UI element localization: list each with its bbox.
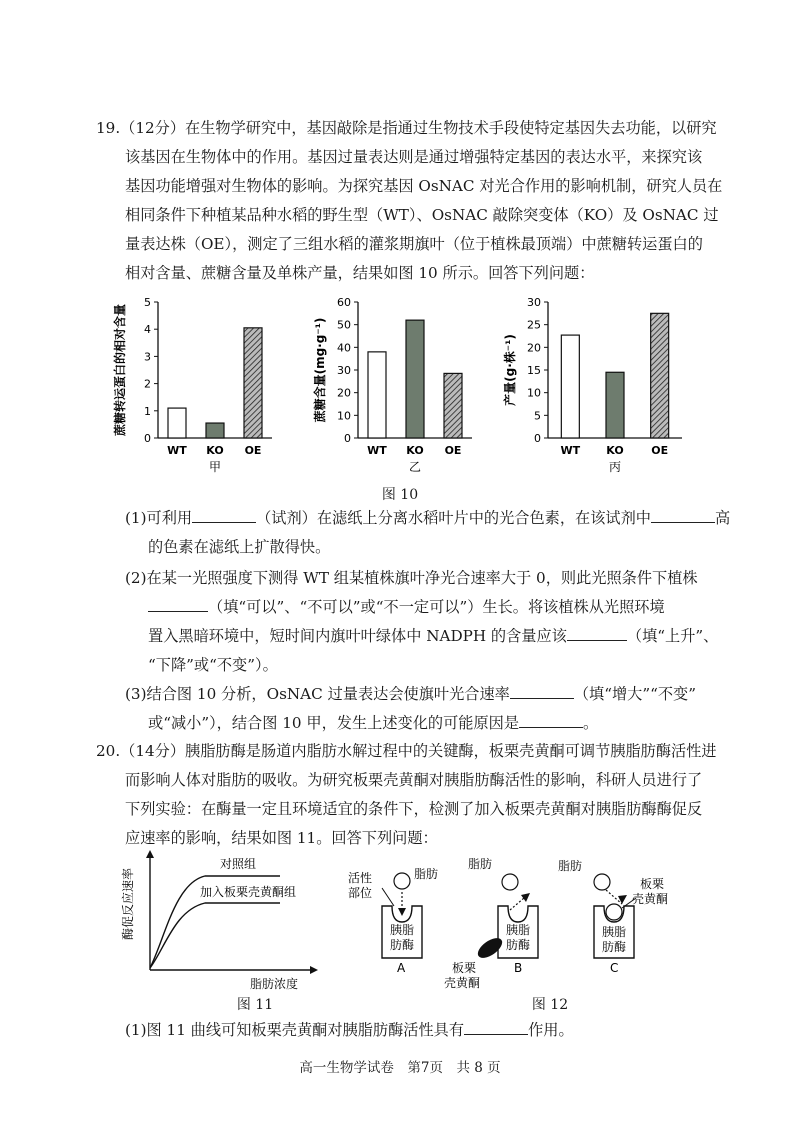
- y-tick-label: 5: [534, 409, 541, 423]
- q19-sub3-line1: [125, 684, 696, 704]
- x-tick-label: KO: [606, 444, 624, 457]
- figure-11-curve: [120, 848, 320, 993]
- arrow-head-c-icon: [618, 895, 627, 904]
- q19-sub1-line2: 的色素在滤纸上扩散得快。: [148, 538, 331, 556]
- q20-sub1-text-a: (1)图 11 曲线可知板栗壳黄酮对胰脂肪酶活性具有: [125, 1021, 465, 1039]
- q19-sub3-text-c: 或“减小”），结合图 10 甲，发生上述变化的可能原因是: [148, 714, 520, 732]
- y-tick-label: 20: [527, 341, 541, 355]
- label-b: B: [514, 961, 523, 975]
- bar-wt: [368, 352, 386, 438]
- label-a: A: [397, 961, 406, 975]
- arrow-head-b-icon: [521, 893, 530, 902]
- q19-sub1-text-b: （试剂）在滤纸上分离水稻叶片中的光合色素，在该试剂中: [256, 509, 651, 527]
- enzyme-c-label-1: 胰脂: [602, 925, 627, 939]
- curve-label-flavone: 加入板栗壳黄酮组: [200, 885, 297, 899]
- q19-sub2-line3: [148, 626, 718, 646]
- q19-sub3-text-d: 。: [583, 714, 599, 732]
- q19-sub2-text-b: （填“可以”、“不可以”或“不一定可以”）生长。将该植株从光照环境: [208, 598, 665, 616]
- q19-sub2-line2: [148, 597, 665, 617]
- fat-molecule-c: [594, 874, 610, 890]
- flavone-molecule-c: [606, 904, 622, 920]
- page-footer: 高一生物学试卷 第7页 共 8 页: [299, 1060, 501, 1076]
- q19-line-5: 量表达株（OE），测定了三组水稻的灌浆期旗叶（位于植株最顶端）中蔗糖转运蛋白的: [125, 235, 703, 253]
- bar-chart-bing: [500, 290, 690, 490]
- q19-sub2-text-d: （填“上升”、: [626, 627, 719, 645]
- x-tick-label: OE: [651, 444, 669, 457]
- y-tick-label: 60: [337, 296, 351, 309]
- y-axis-label: 蔗糖转运蛋白的相对含量: [113, 303, 127, 437]
- figure-12-caption: 图 12: [531, 997, 569, 1013]
- q20-line-4: 应速率的影响，结果如图 11。回答下列问题：: [125, 829, 438, 847]
- flavone-label-c-2: 壳黄酮: [632, 892, 669, 906]
- y-tick-label: 50: [337, 318, 351, 332]
- flavone-label-b-2: 壳黄酮: [444, 976, 481, 990]
- y-axis-arrow-icon: [146, 850, 154, 858]
- q20-sub1: [125, 1020, 574, 1040]
- x-tick-label: OE: [244, 444, 262, 457]
- curve-label-control: 对照组: [220, 857, 257, 871]
- active-site-label-1: 活性: [348, 871, 373, 885]
- y-tick-label: 10: [337, 409, 351, 423]
- figure-11-caption: 图 11: [236, 997, 274, 1013]
- fat-molecule-b: [502, 874, 518, 890]
- q19-sub3-text-a: (3)结合图 10 分析，OsNAC 过量表达会使旗叶光合速率: [125, 685, 510, 703]
- q19-line-4: 相同条件下种植某品种水稻的野生型（WT）、OsNAC 敲除突变体（KO）及 OsNAC 过: [125, 206, 719, 224]
- y-tick-label: 30: [527, 296, 541, 309]
- bar-wt: [561, 335, 579, 438]
- y-tick-label: 25: [527, 318, 541, 332]
- q19-line-3: 基因功能增强对生物体的影响。为探究基因 OsNAC 对光合作用的影响机制，研究人员在: [125, 177, 723, 195]
- answer-blank-4[interactable]: [567, 626, 627, 641]
- q19-line-6: 相对含量、蔗糖含量及单株产量，结果如图 10 所示。回答下列问题：: [125, 264, 595, 282]
- q19-line-1: 19.（12分）在生物学研究中，基因敲除是指通过生物技术手段使特定基因失去功能，以研究: [96, 119, 717, 137]
- bar-oe: [244, 328, 262, 438]
- q19-sub3-text-b: （填“增大”“不变”: [573, 685, 697, 703]
- y-tick-label: 20: [337, 386, 351, 400]
- q20-line-3: 下列实验：在酶量一定且环境适宜的条件下，检测了加入板栗壳黄酮对胰脂肪酶酶促反: [125, 800, 703, 818]
- y-tick-label: 0: [534, 432, 541, 445]
- bar-oe: [444, 373, 462, 438]
- flavone-label-b-1: 板栗: [452, 961, 477, 975]
- x-tick-label: WT: [167, 444, 187, 457]
- answer-blank-6[interactable]: [519, 713, 583, 728]
- bar-ko: [206, 423, 224, 438]
- q19-sub1: [125, 508, 730, 528]
- q20-line-2: 而影响人体对脂肪的吸收。为研究板栗壳黄酮对胰脂肪酶活性的影响，科研人员进行了: [125, 771, 703, 789]
- y-tick-label: 30: [337, 364, 351, 377]
- fat-molecule-a: [394, 873, 410, 889]
- answer-blank-7[interactable]: [464, 1020, 528, 1035]
- enzyme-a-label-2: 肪酶: [390, 938, 415, 952]
- y-tick-label: 0: [144, 432, 151, 445]
- x-tick-label: WT: [560, 444, 581, 457]
- bar-chart-yi: [310, 290, 480, 490]
- figure-12-mechanism: [340, 848, 680, 998]
- y-axis-label: 产量(g·株⁻¹): [503, 334, 517, 406]
- answer-blank-5[interactable]: [510, 684, 574, 699]
- figure-10-caption: 图 10: [381, 487, 419, 503]
- enzyme-b-label-1: 胰脂: [506, 923, 531, 937]
- y-tick-label: 10: [527, 386, 541, 400]
- q19-sub1-text-a: (1)可利用: [125, 509, 193, 527]
- panel-title: 甲: [208, 460, 222, 474]
- q19-sub2-line1: (2)在某一光照强度下测得 WT 组某植株旗叶净光合速率大于 0，则此光照条件下植株: [125, 569, 698, 587]
- active-site-label-2: 部位: [348, 886, 373, 900]
- q20-sub1-text-b: 作用。: [528, 1021, 574, 1039]
- fat-label-b: 脂肪: [468, 857, 493, 871]
- x-axis-arrow-icon: [310, 966, 318, 974]
- q19-sub1-text-c: 高: [714, 509, 731, 527]
- x-tick-label: KO: [206, 444, 224, 457]
- x-tick-label: OE: [444, 444, 462, 457]
- enzyme-b-label-2: 肪酶: [506, 938, 531, 952]
- flavone-label-c-1: 板栗: [640, 877, 665, 891]
- fig11-xlabel: 脂肪浓度: [250, 977, 299, 991]
- q19-sub2-line4: “下降”或“不变”）。: [148, 656, 278, 674]
- y-tick-label: 15: [527, 364, 541, 377]
- fat-arrow-b: [510, 898, 524, 910]
- x-tick-label: WT: [367, 444, 387, 457]
- enzyme-a-label-1: 胰脂: [390, 923, 415, 937]
- y-tick-label: 1: [144, 404, 151, 418]
- fat-label-c: 脂肪: [558, 859, 583, 873]
- bar-oe: [651, 313, 669, 438]
- y-axis-label: 蔗糖含量(mg·g⁻¹): [313, 317, 327, 423]
- label-c: C: [610, 961, 619, 975]
- q19-sub2-text-c: 置入黑暗环境中，短时间内旗叶叶绿体中 NADPH 的含量应该: [148, 627, 567, 645]
- panel-title: 乙: [408, 460, 422, 474]
- answer-blank-2[interactable]: [651, 508, 715, 523]
- active-site-pointer: [382, 888, 394, 906]
- arrow-head-a-icon: [398, 908, 406, 916]
- y-tick-label: 0: [344, 432, 351, 445]
- bar-ko: [406, 320, 424, 438]
- q19-sub3-line2: [148, 713, 598, 733]
- enzyme-c-label-2: 肪酶: [602, 940, 627, 954]
- y-tick-label: 2: [144, 377, 151, 391]
- answer-blank-1[interactable]: [192, 508, 256, 523]
- y-tick-label: 40: [337, 341, 351, 355]
- q19-line-2: 该基因在生物体中的作用。基因过量表达则是通过增强特定基因的表达水平，来探究该: [125, 148, 703, 166]
- y-tick-label: 4: [144, 323, 151, 337]
- bar-wt: [168, 408, 186, 438]
- y-tick-label: 5: [144, 296, 151, 309]
- flavone-curve: [150, 903, 280, 968]
- bar-ko: [606, 372, 624, 438]
- y-tick-label: 3: [144, 350, 151, 364]
- x-tick-label: KO: [406, 444, 424, 457]
- fat-label-a: 脂肪: [414, 867, 439, 881]
- q20-line-1: 20.（14分）胰脂肪酶是肠道内脂肪水解过程中的关键酶，板栗壳黄酮可调节胰脂肪酶活性进: [96, 742, 717, 760]
- bar-chart-jia: [110, 290, 280, 490]
- answer-blank-3[interactable]: [148, 597, 208, 612]
- panel-title: 丙: [608, 460, 622, 474]
- fig11-ylabel: 酶促反应速率: [121, 867, 135, 940]
